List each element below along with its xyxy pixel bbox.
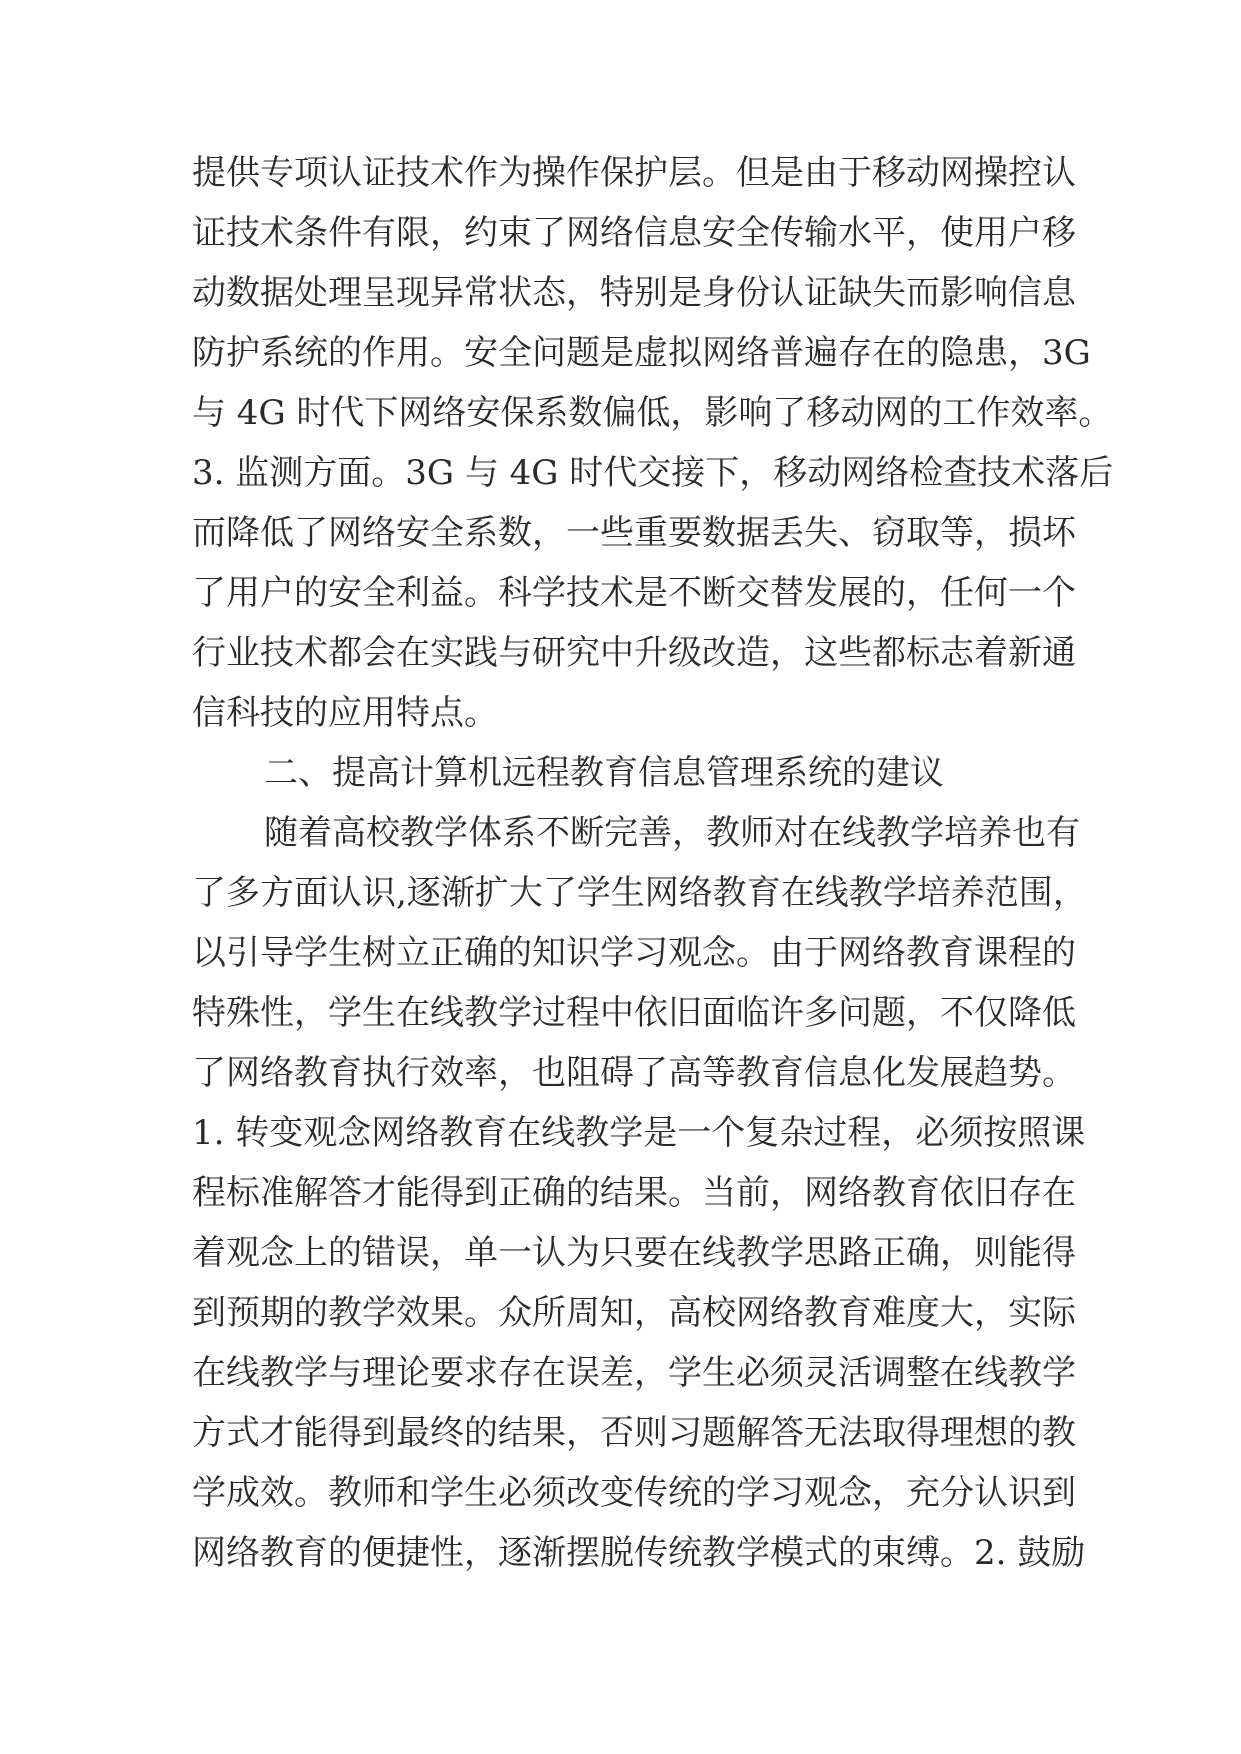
text-line: 了用户的安全利益。科学技术是不断交替发展的，任何一个 [192,573,1076,613]
text-line: 证技术条件有限，约束了网络信息安全传输水平，使用户移 [192,213,1076,253]
text-line: 而降低了网络安全系数，一些重要数据丢失、窃取等，损坏 [192,513,1076,553]
text-line: 随着高校教学体系不断完善，教师对在线教学培养也有 [264,813,1080,853]
text-line: 以引导学生树立正确的知识学习观念。由于网络教育课程的 [192,933,1076,973]
text-line: 着观念上的错误，单一认为只要在线教学思路正确，则能得 [192,1233,1076,1273]
text-line: 程标准解答才能得到正确的结果。当前，网络教育依旧存在 [192,1173,1076,1213]
text-line: 信科技的应用特点。 [192,693,498,733]
text-line: 3. 监测方面。3G 与 4G 时代交接下，移动网络检查技术落后 [192,453,1114,493]
text-line: 到预期的教学效果。众所周知，高校网络教育难度大，实际 [192,1293,1076,1333]
text-line: 1. 转变观念网络教育在线教学是一个复杂过程，必须按照课 [192,1113,1086,1153]
text-line: 行业技术都会在实践与研究中升级改造，这些都标志着新通 [192,633,1076,673]
text-line: 方式才能得到最终的结果，否则习题解答无法取得理想的教 [192,1413,1076,1453]
text-line: 特殊性，学生在线教学过程中依旧面临许多问题，不仅降低 [192,993,1076,1033]
text-line: 与 4G 时代下网络安保系数偏低，影响了移动网的工作效率。 [192,393,1113,433]
text-line: 在线教学与理论要求存在误差，学生必须灵活调整在线教学 [192,1353,1076,1393]
text-line: 提供专项认证技术作为操作保护层。但是由于移动网操控认 [192,153,1076,193]
text-line: 了多方面认识,逐渐扩大了学生网络教育在线教学培养范围， [192,873,1087,913]
text-line: 动数据处理呈现异常状态，特别是身份认证缺失而影响信息 [192,273,1076,313]
text-line: 防护系统的作用。安全问题是虚拟网络普遍存在的隐患，3G [192,333,1091,373]
section-heading: 二、提高计算机远程教育信息管理系统的建议 [264,753,944,793]
text-line: 学成效。教师和学生必须改变传统的学习观念，充分认识到 [192,1473,1076,1513]
text-line: 网络教育的便捷性，逐渐摆脱传统教学模式的束缚。2. 鼓励 [192,1533,1086,1573]
text-line: 了网络教育执行效率，也阻碍了高等教育信息化发展趋势。 [192,1053,1076,1093]
